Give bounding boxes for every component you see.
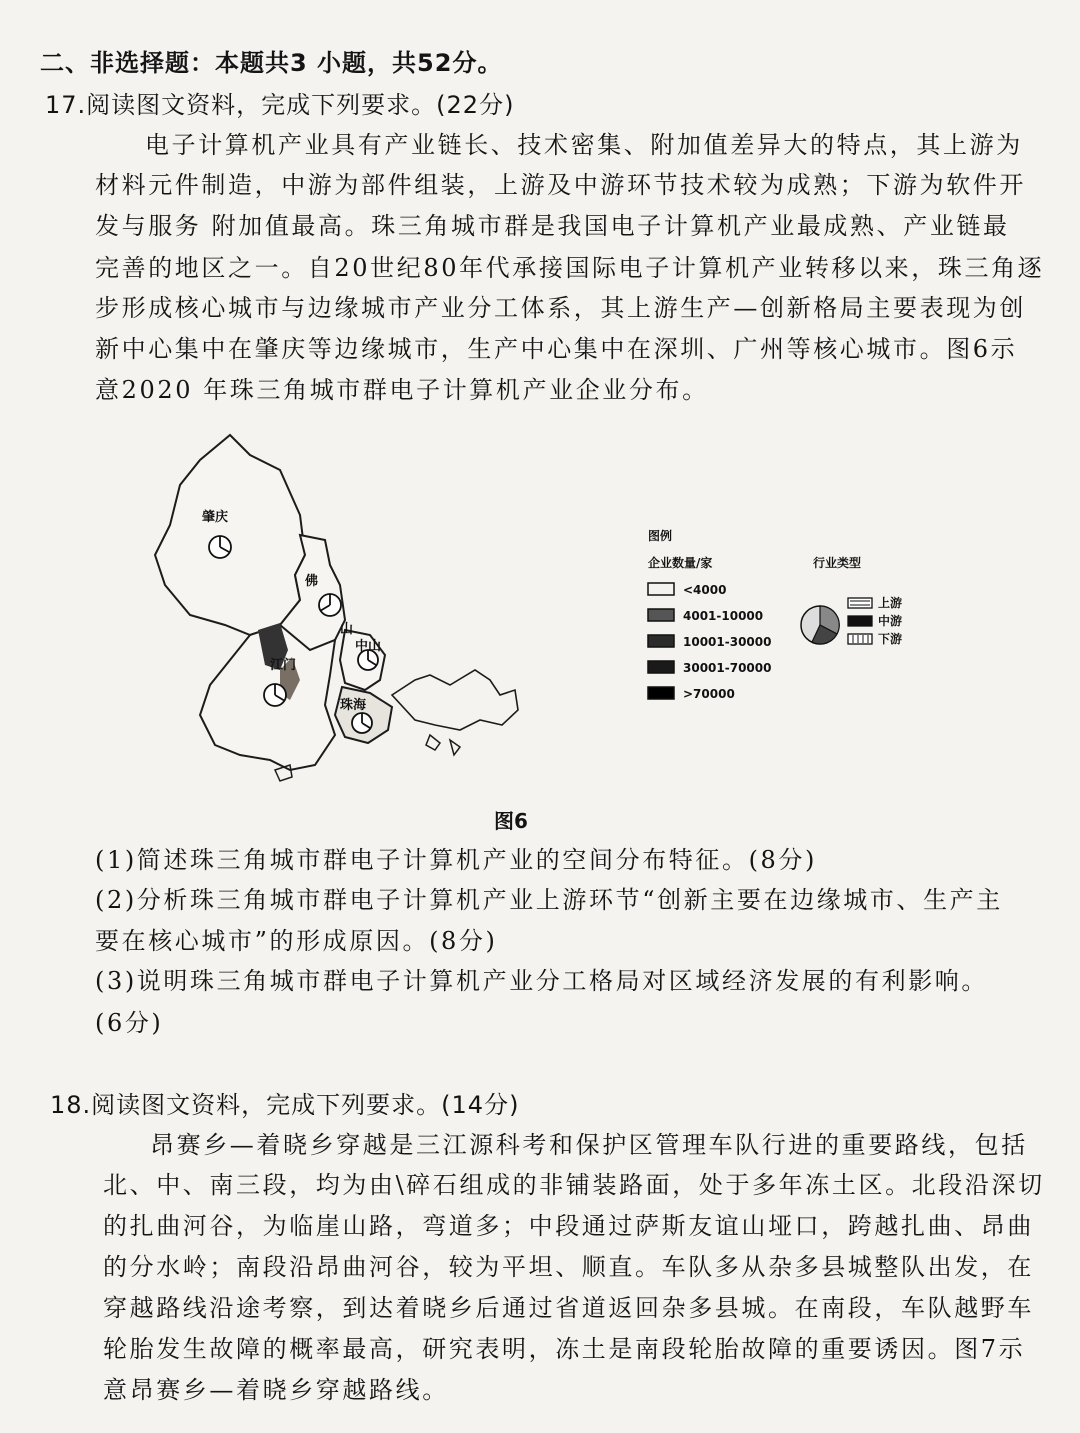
q18-para-line: 穿越路线沿途考察，到达着晓乡后通过省道返回杂多县城。在南段，车队越野车 [103,1294,1034,1322]
legend-type-1: 上游 [878,596,903,610]
q17-para-line: 发与服务 附加值最高。珠三角城市群是我国电子计算机产业最成熟、产业链最 [95,212,1010,240]
q17-sub-question: (3)说明珠三角城市群电子计算机产业分工格局对区域经济发展的有利影响。 [95,967,988,995]
q17-para-line: 步形成核心城市与边缘城市产业分工体系，其上游生产—创新格局主要表现为创 [95,294,1026,322]
legend-swatch-5 [648,687,674,699]
legend-count-5: >70000 [683,687,735,701]
legend [648,528,902,701]
q17-para-line: 完善的地区之一。自20世纪80年代承接国际电子计算机产业转移以来，珠三角逐 [95,254,1045,282]
legend-type-3: 下游 [878,632,903,646]
label-foshan: 佛 [305,574,319,589]
label-zhuhai: 珠海 [340,698,367,713]
island [450,740,460,755]
pie-jiangmen [264,684,286,706]
figure-6-map [130,425,950,805]
q17-sub-question: (6分) [95,1009,164,1037]
label-zhongshan: 中山 [355,639,382,654]
q17-para-line: 意2020 年珠三角城市群电子计算机产业企业分布。 [95,376,709,404]
zhaoqing-region [155,435,305,635]
q18-para-line: 意昂赛乡—着晓乡穿越路线。 [103,1376,449,1404]
legend-count-title: 企业数量/家 [648,556,713,570]
q18-para-line: 轮胎发生故障的概率最高，研究表明，冻土是南段轮胎故障的重要诱因。图7示 [103,1335,1026,1363]
pie-zhaoqing [209,536,231,558]
legend-title: 图例 [648,529,673,543]
legend-type-title: 行业类型 [813,556,862,570]
island [426,735,440,750]
legend-swatch-3 [648,635,674,647]
q18-para-line: 北、中、南三段，均为由\碎石组成的非铺装路面，处于多年冻土区。北段沿深切 [103,1171,1045,1199]
q18-title: 18.阅读图文资料，完成下列要求。(14分) [50,1091,520,1119]
legend-type-swatch-1 [848,598,872,608]
pie-foshan [319,594,341,616]
legend-type-2: 中游 [878,614,903,628]
map-svg [130,425,950,805]
legend-count-3: 10001-30000 [683,635,772,649]
q18-para-line: 的扎曲河谷，为临崖山路，弯道多；中段通过萨斯友谊山垭口，跨越扎曲、昂曲 [103,1212,1034,1240]
q17-sub-question: 要在核心城市”的形成原因。(8分) [95,927,498,955]
figure-6-caption: 图6 [494,809,528,833]
legend-pie [801,606,839,644]
section-title: 二、非选择题：本题共3 小题，共52分。 [40,49,503,77]
q17-sub-question: (1)简述珠三角城市群电子计算机产业的空间分布特征。(8分) [95,846,817,874]
q18-para-line: 昂赛乡—着晓乡穿越是三江源科考和保护区管理车队行进的重要路线，包括 [150,1131,1028,1159]
legend-count-4: 30001-70000 [683,661,772,675]
legend-swatch-4 [648,661,674,673]
legend-count-1: <4000 [683,583,727,597]
q17-para-line: 新中心集中在肇庆等边缘城市，生产中心集中在深圳、广州等核心城市。图6示 [95,335,1018,363]
legend-count-2: 4001-10000 [683,609,764,623]
legend-swatch-2 [648,609,674,621]
legend-swatch-1 [648,583,674,595]
legend-type-swatch-2 [848,616,872,626]
q17-sub-question: (2)分析珠三角城市群电子计算机产业上游环节“创新主要在边缘城市、生产主 [95,886,1003,914]
pie-zhuhai [352,713,372,733]
q17-title: 17.阅读图文资料，完成下列要求。(22分) [45,91,515,119]
label-shan: 山 [340,622,354,637]
q17-para-line: 材料元件制造，中游为部件组装，上游及中游环节技术较为成熟；下游为软件开 [95,171,1026,199]
q18-para-line: 的分水岭；南段沿昂曲河谷，较为平坦、顺直。车队多从杂多县城整队出发，在 [103,1253,1034,1281]
q17-para-line: 电子计算机产业具有产业链长、技术密集、附加值差异大的特点，其上游为 [145,131,1023,159]
label-jiangmen: 江门 [270,658,297,673]
label-zhaoqing: 肇庆 [202,510,229,525]
coast-islands [392,670,518,730]
